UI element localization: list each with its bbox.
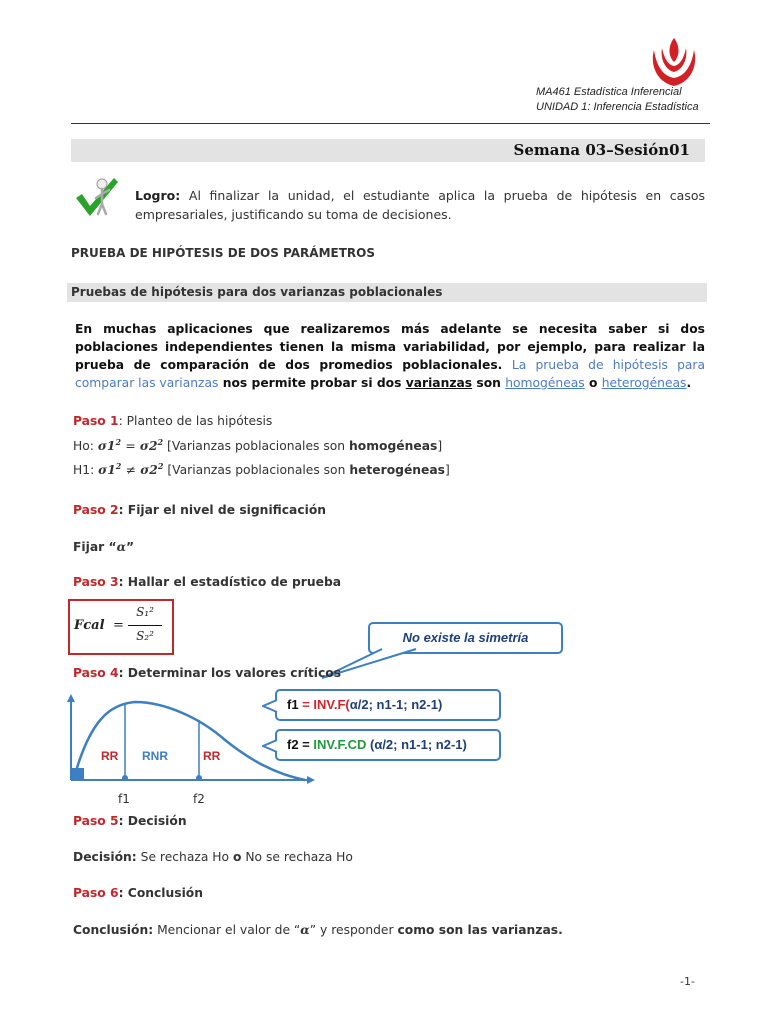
intro-text: En muchas aplicaciones que realizaremos más adelante se necesita saber si dos poblaciones independientes tienen la misma variabilidad, por ejemplo, para realizar la prueba de comparación de dos promedios poblacionales. xyxy=(75,322,705,372)
intro-son: son xyxy=(476,376,501,390)
paso3-label: Paso 3 xyxy=(73,575,119,589)
f1-open: ( xyxy=(345,697,350,712)
paso6-heading xyxy=(73,886,203,900)
ho-formula: $\sigma 1^2 = \sigma 2^2$ xyxy=(97,437,164,454)
section-title: PRUEBA DE HIPÓTESIS DE DOS PARÁMETROS xyxy=(71,246,375,260)
f2-close: ) xyxy=(462,737,467,752)
decision-or: o xyxy=(232,850,242,864)
f2-formula xyxy=(287,737,467,752)
f1-callout-pointer xyxy=(262,699,278,713)
ho-close: ] xyxy=(437,439,443,454)
course-header xyxy=(536,85,699,115)
f1-eq: = xyxy=(298,697,314,712)
rr-right-label: RR xyxy=(203,749,221,763)
paso5-text: : Decisión xyxy=(118,814,187,828)
fraction-bar xyxy=(128,625,162,626)
h1-label: H1: xyxy=(73,463,95,478)
f1-func: INV.F xyxy=(313,697,346,712)
null-hypothesis xyxy=(73,437,442,453)
intro-period: . xyxy=(686,376,692,390)
course-name: MA461 Estadística Inferencial xyxy=(536,86,682,98)
checkmark-figure-icon xyxy=(72,172,122,222)
university-logo xyxy=(646,34,702,90)
h1-formula: $\sigma 1^2 \ne \sigma 2^2$ xyxy=(98,461,164,478)
ho-label: Ho: xyxy=(73,439,94,454)
rnr-label: RNR xyxy=(142,749,168,763)
paso2-label: Paso 2 xyxy=(73,503,119,517)
conclusion-text-2: ” y responder xyxy=(309,923,394,937)
paso5-heading xyxy=(73,814,187,828)
paso6-label: Paso 6 xyxy=(73,886,119,900)
f1-axis-label: f1 xyxy=(118,792,130,806)
ho-bracket: [Varianzas poblacionales son xyxy=(167,439,346,454)
f1-formula xyxy=(287,697,442,712)
paso1-text: : Planteo de las hipótesis xyxy=(118,414,273,428)
paso2-heading xyxy=(73,503,326,517)
f1-name: f1 xyxy=(287,697,299,712)
conclusion-line xyxy=(73,922,563,937)
alt-hypothesis xyxy=(73,461,450,477)
header-divider xyxy=(71,123,710,124)
fcal-label: Fcal xyxy=(74,618,105,633)
paso3-text: : Hallar el estadístico de prueba xyxy=(118,575,342,589)
decision-not-reject: No se rechaza Ho xyxy=(245,850,353,864)
decision-reject: Se rechaza Ho xyxy=(140,850,230,864)
intro-varianzas: varianzas xyxy=(405,376,473,390)
fijar-alpha xyxy=(73,539,134,554)
ho-word: homogéneas xyxy=(349,439,438,454)
paso5-label: Paso 5 xyxy=(73,814,119,828)
paso4-text: : Determinar los valores críticos xyxy=(118,666,342,680)
page-number: -1- xyxy=(680,975,695,988)
paso4-heading xyxy=(73,666,341,680)
h1-bracket: [Varianzas poblacionales son xyxy=(167,463,346,478)
h1-word: heterogéneas xyxy=(349,463,445,478)
conclusion-text-3: como son las varianzas. xyxy=(397,923,563,937)
f2-func: INV.F.CD xyxy=(313,737,367,752)
f1-close: ) xyxy=(437,697,443,712)
fijar-text: Fijar “ xyxy=(73,540,117,554)
f1-args: α/2; n1-1; n2-1 xyxy=(349,697,438,712)
decision-label: Decisión: xyxy=(73,850,137,864)
subsection-title: Pruebas de hipótesis para dos varianzas poblacionales xyxy=(71,285,443,299)
symmetry-callout-text: No existe la simetría xyxy=(402,630,529,645)
intro-heterogeneas: heterogéneas xyxy=(601,376,687,390)
learning-goal xyxy=(135,186,705,224)
fcal-denominator: S₂² xyxy=(136,629,154,643)
learning-goal-text: Al finalizar la unidad, el estudiante aplica la prueba de hipótesis en casos empresariales, justificando su toma de decisiones. xyxy=(135,188,705,222)
unit-name: UNIDAD 1: Inferencia Estadística xyxy=(536,101,699,113)
learning-goal-label: Logro: xyxy=(135,188,181,203)
conclusion-text-1: Mencionar el valor de “ xyxy=(157,923,301,937)
h1-close: ] xyxy=(445,463,450,478)
fijar-end: ” xyxy=(126,540,135,554)
paso1-heading xyxy=(73,414,272,428)
f1-formula-callout xyxy=(275,689,501,721)
conclusion-label: Conclusión: xyxy=(73,923,154,937)
intro-o: o xyxy=(589,376,598,390)
paso2-text: : Fijar el nivel de significación xyxy=(118,503,327,517)
conclusion-alpha: α xyxy=(300,922,310,937)
decision-line xyxy=(73,850,353,864)
paso6-text: : Conclusión xyxy=(118,886,204,900)
intro-highlight: La prueba de hipótesis para comparar las varianzas xyxy=(75,358,705,390)
f2-open: ( xyxy=(366,737,375,752)
f2-formula-callout xyxy=(275,729,501,761)
alpha-symbol: α xyxy=(116,539,127,554)
fcal-formula-box xyxy=(68,599,174,655)
fcal-equals: = xyxy=(113,618,124,633)
intro-text-2: nos permite probar si dos xyxy=(222,376,402,390)
f2-axis-label: f2 xyxy=(193,792,205,806)
intro-homogeneas: homogéneas xyxy=(505,376,585,390)
f2-name: f2 xyxy=(287,737,299,752)
f2-args: α/2; n1-1; n2-1 xyxy=(374,737,463,752)
week-title: Semana 03–Sesión01 xyxy=(513,141,690,159)
paso1-label: Paso 1 xyxy=(73,414,119,428)
paso4-label: Paso 4 xyxy=(73,666,119,680)
fcal-numerator: S₁² xyxy=(136,605,154,619)
paso3-heading xyxy=(73,575,341,589)
f2-callout-pointer xyxy=(262,739,278,753)
intro-paragraph xyxy=(75,320,705,392)
f2-eq: = xyxy=(298,737,314,752)
rr-left-label: RR xyxy=(101,749,119,763)
